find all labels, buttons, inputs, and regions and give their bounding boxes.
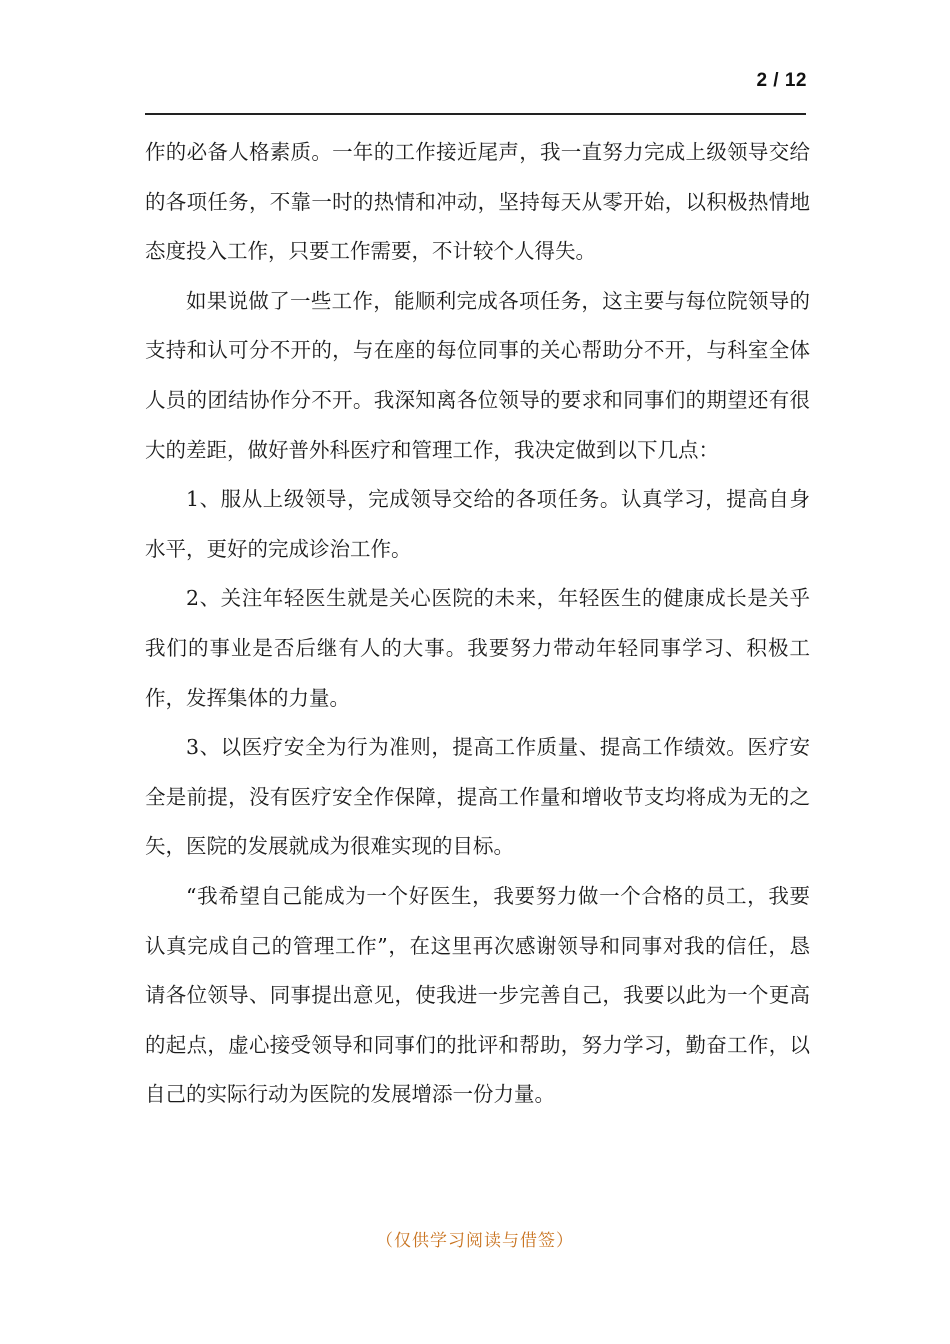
paragraph-support: 如果说做了一些工作，能顺利完成各项任务，这主要与每位院领导的支持和认可分不开的，与在座的每位同事的关心帮助分不开，与科室全体人员的团结协作分不开。我深知离各位领导的要求和同事们的期望还有很大的差距，做好普外科医疗和管理工作，我决定做到以下几点：: [145, 288, 810, 462]
paragraph-point-3: 3、以医疗安全为行为准则，提高工作质量、提高工作绩效。医疗安全是前提，没有医疗安全作保障，提高工作量和增收节支均将成为无的之矢，医院的发展就成为很难实现的目标。: [145, 735, 810, 859]
page-number: 2 / 12: [756, 70, 807, 91]
paragraph-closing: “我希望自己能成为一个好医生，我要努力做一个合格的员工，我要认真完成自己的管理工作”，在这里再次感谢领导和同事对我的信任，恳请各位领导、同事提出意见，使我进一步完善自己，我要以此为一个更高的起点，虚心接受领导和同事们的批评和帮助，努力学习，勤奋工作，以自己的实际行动为医院的发展增添一份力量。: [145, 883, 810, 1107]
paragraph-point-1: 1、服从上级领导，完成领导交给的各项任务。认真学习，提高自身水平，更好的完成诊治工作。: [145, 487, 810, 561]
paragraph-continuation: 作的必备人格素质。一年的工作接近尾声，我一直努力完成上级领导交给的各项任务，不靠一时的热情和冲动，坚持每天从零开始，以积极热情地态度投入工作，只要工作需要，不计较个人得失。: [145, 140, 810, 264]
paragraph-point-2: 2、关注年轻医生就是关心医院的未来，年轻医生的健康成长是关乎我们的事业是否后继有人的大事。我要努力带动年轻同事学习、积极工作，发挥集体的力量。: [145, 586, 810, 710]
header-divider: [145, 113, 806, 115]
footer-disclaimer: （仅供学习阅读与借签）: [376, 1231, 574, 1251]
document-body: [145, 128, 810, 1120]
